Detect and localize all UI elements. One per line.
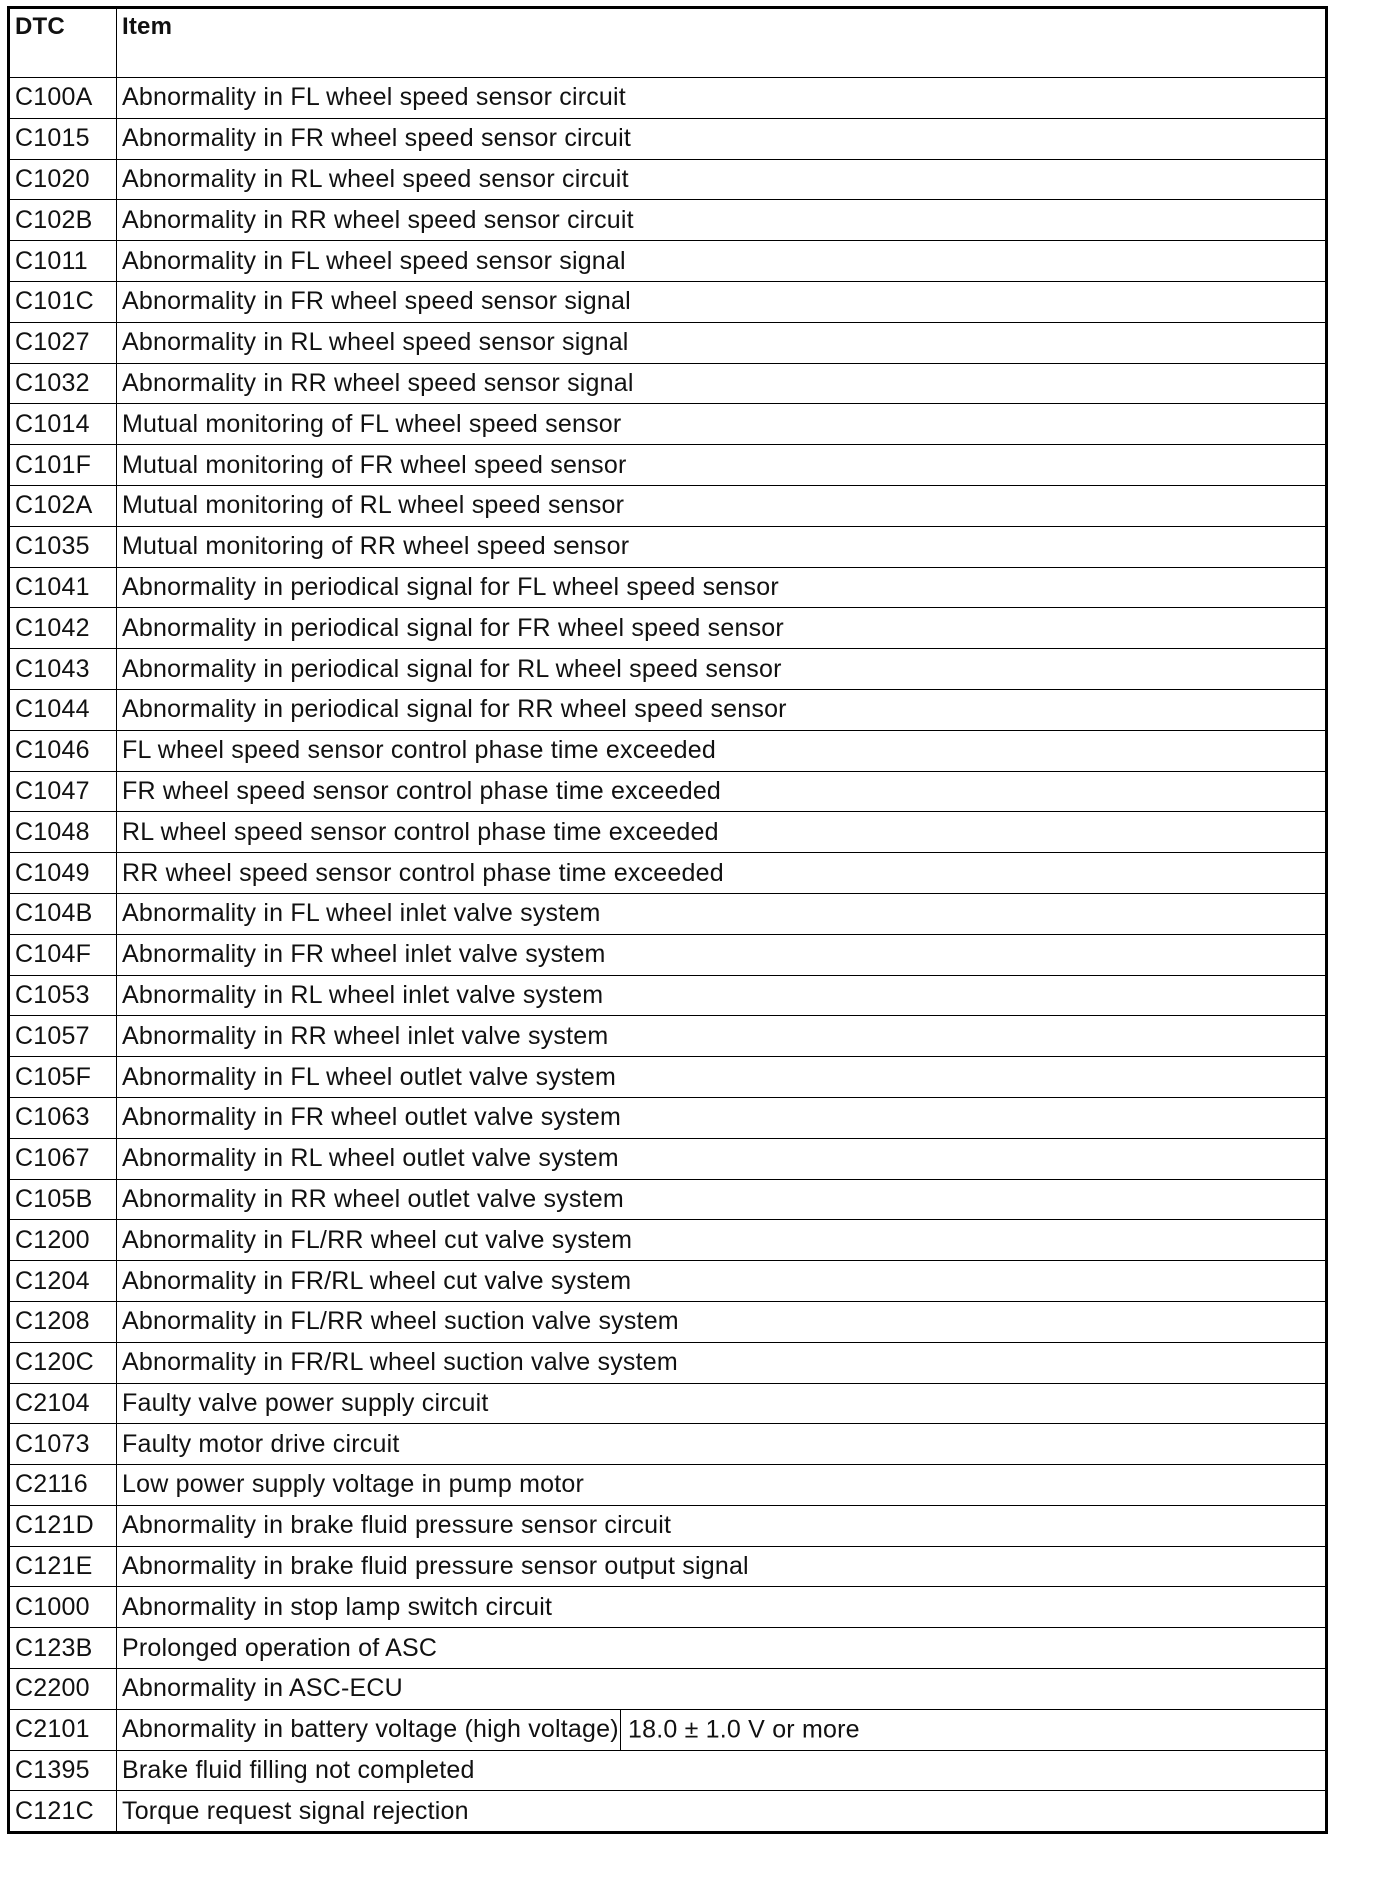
table-row <box>9 812 1327 853</box>
table-row <box>9 363 1327 404</box>
dtc-item-cell <box>117 159 1327 200</box>
dtc-item-text: Abnormality in FL wheel outlet valve system <box>122 1062 616 1091</box>
table-row <box>9 853 1327 894</box>
dtc-code-cell: C1200 <box>9 1220 117 1261</box>
dtc-item-text: Abnormality in RL wheel inlet valve system <box>122 980 604 1009</box>
table-row <box>9 1057 1327 1098</box>
table-row <box>9 200 1327 241</box>
dtc-code-cell: C1020 <box>9 159 117 200</box>
table-row <box>9 159 1327 200</box>
dtc-item-cell <box>117 934 1327 975</box>
dtc-code-cell: C105B <box>9 1179 117 1220</box>
dtc-item-cell <box>117 78 1327 119</box>
table-row <box>9 322 1327 363</box>
dtc-item-cell <box>117 1383 1327 1424</box>
dtc-code-cell: C2116 <box>9 1465 117 1506</box>
table-row <box>9 1424 1327 1465</box>
dtc-item-cell <box>117 445 1327 486</box>
dtc-item-cell <box>117 1750 1327 1791</box>
table-row <box>9 445 1327 486</box>
table-row <box>9 689 1327 730</box>
dtc-item-text: Abnormality in FR wheel speed sensor signal <box>122 287 631 316</box>
dtc-item-cell <box>117 649 1327 690</box>
dtc-item-text: FR wheel speed sensor control phase time exceeded <box>122 776 722 805</box>
dtc-item-cell <box>117 363 1327 404</box>
dtc-column-header: DTC <box>9 8 117 78</box>
dtc-code-cell: C1067 <box>9 1138 117 1179</box>
table-row <box>9 771 1327 812</box>
dtc-code-cell: C123B <box>9 1628 117 1669</box>
dtc-item-text: FL wheel speed sensor control phase time exceeded <box>122 736 716 765</box>
dtc-item-text: Abnormality in periodical signal for FR wheel speed sensor <box>122 613 784 642</box>
table-body <box>9 78 1327 1833</box>
dtc-item-text: Mutual monitoring of RR wheel speed sensor <box>122 532 630 561</box>
dtc-item-cell <box>117 975 1327 1016</box>
dtc-item-cell <box>117 1220 1327 1261</box>
table-row <box>9 934 1327 975</box>
dtc-item-text: Faulty motor drive circuit <box>122 1429 400 1458</box>
dtc-code-cell: C102B <box>9 200 117 241</box>
table-row <box>9 1465 1327 1506</box>
dtc-item-text: Abnormality in FR wheel inlet valve system <box>122 940 606 969</box>
dtc-code-cell: C1035 <box>9 526 117 567</box>
dtc-item-text: RR wheel speed sensor control phase time exceeded <box>122 858 724 887</box>
dtc-item-text: RL wheel speed sensor control phase time exceeded <box>122 817 719 846</box>
table-row <box>9 1546 1327 1587</box>
dtc-code-cell: C2101 <box>9 1709 117 1750</box>
table-row <box>9 1342 1327 1383</box>
dtc-code-cell: C121E <box>9 1546 117 1587</box>
dtc-item-cell <box>117 1505 1327 1546</box>
dtc-code-cell: C1015 <box>9 118 117 159</box>
dtc-code-cell: C1000 <box>9 1587 117 1628</box>
dtc-item-cell <box>117 771 1327 812</box>
dtc-item-cell <box>117 1791 1327 1833</box>
dtc-code-cell: C1011 <box>9 241 117 282</box>
dtc-item-cell <box>117 1424 1327 1465</box>
dtc-item-cell <box>117 1587 1327 1628</box>
dtc-code-cell: C1047 <box>9 771 117 812</box>
dtc-code-cell: C1046 <box>9 730 117 771</box>
dtc-item-cell <box>117 1057 1327 1098</box>
dtc-item-cell <box>117 485 1327 526</box>
dtc-item-cell <box>117 118 1327 159</box>
dtc-code-cell: C1027 <box>9 322 117 363</box>
dtc-code-cell: C120C <box>9 1342 117 1383</box>
dtc-item-cell <box>117 1138 1327 1179</box>
dtc-code-cell: C1204 <box>9 1261 117 1302</box>
table-row <box>9 78 1327 119</box>
dtc-code-cell: C1041 <box>9 567 117 608</box>
dtc-item-text: Abnormality in brake fluid pressure sensor output signal <box>122 1552 749 1581</box>
dtc-item-text: Abnormality in FR wheel speed sensor circuit <box>122 124 632 153</box>
dtc-item-text: Low power supply voltage in pump motor <box>122 1470 585 1499</box>
dtc-code-cell: C102A <box>9 485 117 526</box>
dtc-code-cell: C1057 <box>9 1016 117 1057</box>
dtc-item-cell <box>117 241 1327 282</box>
condition-divider <box>620 1710 621 1750</box>
dtc-item-cell <box>117 1261 1327 1302</box>
table-row <box>9 1709 1327 1750</box>
dtc-item-text: Mutual monitoring of FR wheel speed sensor <box>122 450 627 479</box>
dtc-item-cell <box>117 893 1327 934</box>
table-row <box>9 730 1327 771</box>
table-row <box>9 1301 1327 1342</box>
dtc-code-cell: C104B <box>9 893 117 934</box>
dtc-item-text: Abnormality in FL wheel inlet valve system <box>122 899 601 928</box>
dtc-item-text: Abnormality in FL wheel speed sensor circuit <box>122 83 626 112</box>
dtc-code-cell: C1063 <box>9 1097 117 1138</box>
dtc-item-cell <box>117 1179 1327 1220</box>
dtc-item-cell <box>117 812 1327 853</box>
dtc-item-cell <box>117 608 1327 649</box>
dtc-item-text: Abnormality in RR wheel outlet valve system <box>122 1184 624 1213</box>
dtc-item-cell <box>117 1097 1327 1138</box>
dtc-code-cell: C1032 <box>9 363 117 404</box>
dtc-item-text: Abnormality in RR wheel inlet valve system <box>122 1021 609 1050</box>
dtc-code-cell: C1048 <box>9 812 117 853</box>
dtc-item-cell <box>117 1465 1327 1506</box>
table-row <box>9 649 1327 690</box>
dtc-item-text: Abnormality in RL wheel outlet valve system <box>122 1144 619 1173</box>
dtc-item-text: Torque request signal rejection <box>122 1796 469 1825</box>
dtc-item-text: Abnormality in RR wheel speed sensor circuit <box>122 205 634 234</box>
dtc-code-cell: C101F <box>9 445 117 486</box>
dtc-item-text: Abnormality in battery voltage (high voltage) <box>122 1715 619 1744</box>
dtc-code-cell: C101C <box>9 281 117 322</box>
table-row <box>9 526 1327 567</box>
dtc-code-cell: C1049 <box>9 853 117 894</box>
dtc-item-cell <box>117 1628 1327 1669</box>
dtc-item-text: Abnormality in FR/RL wheel suction valve system <box>122 1348 678 1377</box>
dtc-code-cell: C1044 <box>9 689 117 730</box>
table-row <box>9 241 1327 282</box>
dtc-item-cell <box>117 689 1327 730</box>
dtc-item-text: Abnormality in brake fluid pressure sensor circuit <box>122 1511 672 1540</box>
dtc-item-text: Abnormality in ASC-ECU <box>122 1674 403 1703</box>
dtc-code-cell: C1042 <box>9 608 117 649</box>
dtc-code-cell: C100A <box>9 78 117 119</box>
dtc-item-text: Abnormality in FR/RL wheel cut valve system <box>122 1266 632 1295</box>
table-row <box>9 1220 1327 1261</box>
table-row <box>9 1138 1327 1179</box>
dtc-code-cell: C1043 <box>9 649 117 690</box>
dtc-item-text: Faulty valve power supply circuit <box>122 1388 489 1417</box>
dtc-item-cell <box>117 200 1327 241</box>
dtc-code-cell: C1053 <box>9 975 117 1016</box>
dtc-code-cell: C1014 <box>9 404 117 445</box>
dtc-code-cell: C105F <box>9 1057 117 1098</box>
dtc-item-cell <box>117 1709 1327 1750</box>
dtc-item-text: Abnormality in stop lamp switch circuit <box>122 1592 553 1621</box>
table-row <box>9 1791 1327 1833</box>
dtc-item-cell <box>117 1546 1327 1587</box>
table-row <box>9 1505 1327 1546</box>
dtc-item-text: Abnormality in FL/RR wheel suction valve system <box>122 1307 679 1336</box>
dtc-item-text: Mutual monitoring of FL wheel speed sensor <box>122 409 622 438</box>
table-row <box>9 281 1327 322</box>
dtc-item-cell <box>117 1342 1327 1383</box>
dtc-code-cell: C1073 <box>9 1424 117 1465</box>
dtc-item-text: Prolonged operation of ASC <box>122 1633 438 1662</box>
dtc-item-text: Brake fluid filling not completed <box>122 1756 475 1785</box>
dtc-code-cell: C1208 <box>9 1301 117 1342</box>
dtc-code-cell: C121C <box>9 1791 117 1833</box>
dtc-condition-text: 18.0 ± 1.0 V or more <box>628 1715 860 1744</box>
dtc-item-cell <box>117 281 1327 322</box>
table-row <box>9 1383 1327 1424</box>
dtc-item-text: Abnormality in FL wheel speed sensor signal <box>122 246 626 275</box>
dtc-item-cell <box>117 1669 1327 1710</box>
dtc-item-text: Abnormality in FL/RR wheel cut valve system <box>122 1225 633 1254</box>
dtc-item-text: Abnormality in periodical signal for FL wheel speed sensor <box>122 572 779 601</box>
table-row <box>9 1261 1327 1302</box>
table-row <box>9 893 1327 934</box>
dtc-item-cell <box>117 853 1327 894</box>
table-header <box>9 8 1327 78</box>
dtc-item-text: Abnormality in FR wheel outlet valve system <box>122 1103 622 1132</box>
table-row <box>9 1097 1327 1138</box>
dtc-item-text: Abnormality in periodical signal for RR wheel speed sensor <box>122 695 787 724</box>
table-row <box>9 1179 1327 1220</box>
table-row <box>9 404 1327 445</box>
table-row <box>9 1750 1327 1791</box>
dtc-item-cell <box>117 1016 1327 1057</box>
dtc-code-cell: C1395 <box>9 1750 117 1791</box>
dtc-item-cell <box>117 526 1327 567</box>
dtc-item-cell <box>117 730 1327 771</box>
table-row <box>9 118 1327 159</box>
header-row <box>9 8 1327 78</box>
table-row <box>9 1016 1327 1057</box>
table-row <box>9 975 1327 1016</box>
table-row <box>9 608 1327 649</box>
table-row <box>9 485 1327 526</box>
table-row <box>9 1669 1327 1710</box>
dtc-item-cell <box>117 567 1327 608</box>
dtc-item-text: Abnormality in RL wheel speed sensor circuit <box>122 164 629 193</box>
dtc-table <box>7 6 1328 1834</box>
table-row <box>9 1628 1327 1669</box>
dtc-item-text: Mutual monitoring of RL wheel speed sensor <box>122 491 625 520</box>
dtc-item-cell <box>117 1301 1327 1342</box>
table-row <box>9 567 1327 608</box>
dtc-code-cell: C2104 <box>9 1383 117 1424</box>
dtc-code-cell: C121D <box>9 1505 117 1546</box>
dtc-item-text: Abnormality in RR wheel speed sensor signal <box>122 368 634 397</box>
dtc-item-text: Abnormality in periodical signal for RL wheel speed sensor <box>122 654 782 683</box>
dtc-code-cell: C2200 <box>9 1669 117 1710</box>
item-column-header: Item <box>117 8 1327 78</box>
dtc-code-cell: C104F <box>9 934 117 975</box>
dtc-item-text: Abnormality in RL wheel speed sensor signal <box>122 328 629 357</box>
dtc-item-cell <box>117 322 1327 363</box>
dtc-item-cell <box>117 404 1327 445</box>
table-row <box>9 1587 1327 1628</box>
